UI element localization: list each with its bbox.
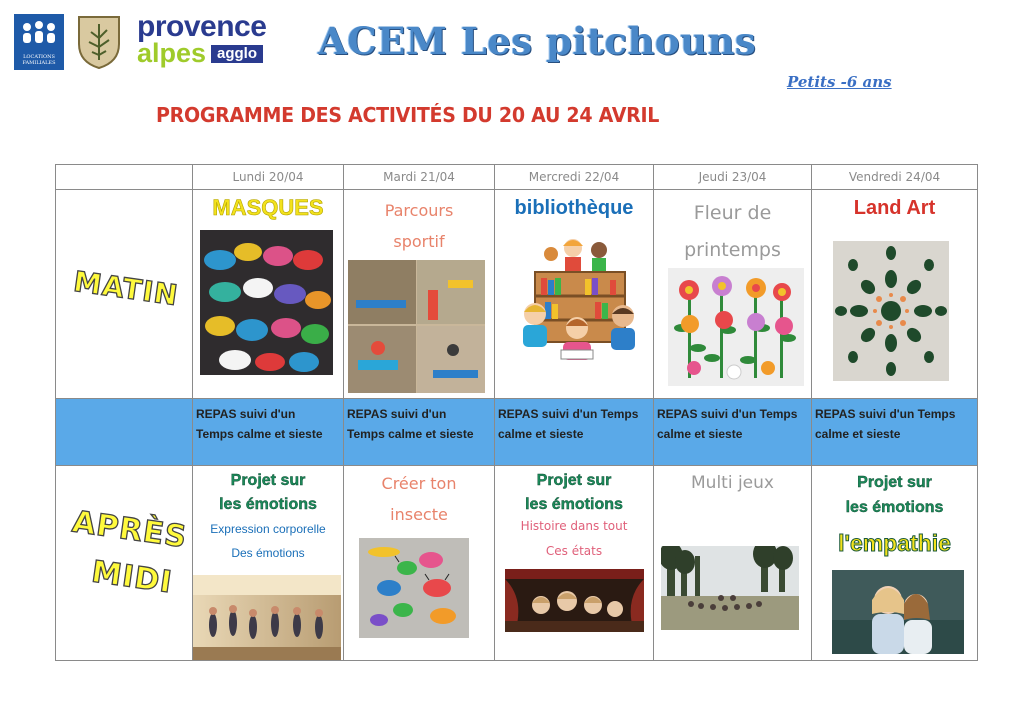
- activity-subtitle-line: Des émotions: [231, 546, 305, 560]
- caf-logo-text: LOCATIONS FAMILIALES: [22, 54, 56, 66]
- masks-photo: [200, 230, 333, 375]
- puppet-theatre-photo: [505, 569, 644, 632]
- afternoon-subtitle-monday: [193, 517, 343, 565]
- morning-activity-friday: Land Art: [853, 197, 936, 219]
- afternoon-subtitle-wednesday: [495, 514, 653, 564]
- afternoon-activity-thursday: Multi jeux: [691, 473, 774, 493]
- period-afternoon-label-2: MIDI: [89, 554, 175, 601]
- activity-subtitle-line: Histoire dans tout: [520, 519, 628, 533]
- activity-title-line: les émotions: [845, 499, 944, 516]
- afternoon-activity-wednesday: [495, 469, 653, 517]
- activity-title-line: printemps: [684, 239, 781, 261]
- afternoon-activity-tuesday: [344, 468, 494, 530]
- empathy-photo: [832, 570, 964, 654]
- land-art-photo: [833, 241, 949, 381]
- day-header-friday: Vendredi 24/04: [848, 170, 941, 184]
- activity-title-line: Projet sur: [857, 474, 932, 491]
- meal-tuesday: [347, 404, 493, 444]
- activity-title-line: les émotions: [219, 496, 317, 513]
- meal-text-line: calme et sieste: [498, 427, 584, 441]
- paper-insects-photo: [359, 538, 469, 638]
- afternoon-activity-friday: [812, 470, 977, 520]
- meal-text-line: calme et sieste: [657, 427, 743, 441]
- activity-subtitle-line: Ces états: [545, 544, 603, 558]
- meal-text-line: calme et sieste: [815, 427, 901, 441]
- day-header-monday: Lundi 20/04: [232, 170, 304, 184]
- meal-text-line: REPAS suivi d'un Temps: [498, 407, 639, 421]
- meal-text-line: Temps calme et sieste: [347, 427, 474, 441]
- meal-wednesday: [498, 404, 652, 444]
- coat-of-arms-icon: [76, 14, 122, 70]
- afternoon-activity-monday: [193, 469, 343, 517]
- meal-text-line: REPAS suivi d'un Temps: [815, 407, 956, 421]
- day-header-thursday: Jeudi 23/04: [698, 170, 767, 184]
- activity-title-line: insecte: [390, 505, 448, 524]
- activity-subtitle-line: Expression corporelle: [210, 522, 326, 536]
- period-morning-label: MATIN: [71, 264, 181, 313]
- page-title: ACEM Les pitchouns: [318, 19, 757, 63]
- obstacle-course-photo: [348, 260, 485, 393]
- meal-thursday: [657, 404, 810, 444]
- meal-text-line: REPAS suivi d'un: [196, 407, 296, 421]
- spring-flowers-photo: [668, 268, 804, 386]
- meal-friday: [815, 404, 975, 444]
- morning-activity-wednesday: bibliothèque: [514, 197, 634, 219]
- logo-provence-text: provence: [137, 10, 267, 43]
- morning-activity-monday: MASQUES: [212, 195, 324, 220]
- meal-text-line: Temps calme et sieste: [196, 427, 323, 441]
- activity-title-line: les émotions: [525, 496, 623, 513]
- morning-activity-tuesday: [344, 195, 494, 257]
- dance-photo: [193, 575, 341, 660]
- caf-logo: [14, 14, 64, 70]
- logo-alpes-text: alpes: [137, 38, 207, 68]
- family-figures-icon: [20, 20, 58, 46]
- day-header-wednesday: Mercredi 22/04: [528, 170, 620, 184]
- meal-text-line: REPAS suivi d'un Temps: [657, 407, 798, 421]
- age-group-label: Petits -6 ans: [787, 73, 892, 91]
- outdoor-games-photo: [661, 546, 799, 630]
- morning-activity-thursday: [654, 195, 811, 269]
- activity-title-line: Projet sur: [536, 472, 612, 489]
- activity-title-line: Fleur de: [693, 202, 772, 224]
- meal-monday: [196, 404, 342, 444]
- day-header-tuesday: Mardi 21/04: [383, 170, 455, 184]
- library-illustration: [515, 232, 640, 366]
- period-afternoon-label-1: APRÈS: [70, 504, 190, 556]
- afternoon-empathy-title: l'empathie: [838, 530, 951, 556]
- program-heading: PROGRAMME DES ACTIVITÉS DU 20 AU 24 AVRIL: [156, 103, 660, 127]
- activity-title-line: sportif: [393, 232, 445, 251]
- meal-text-line: REPAS suivi d'un: [347, 407, 447, 421]
- activity-title-line: Projet sur: [230, 472, 306, 489]
- activity-title-line: Parcours: [384, 201, 454, 220]
- activity-title-line: Créer ton: [381, 474, 457, 493]
- logo-agglo-badge: agglo: [211, 45, 263, 63]
